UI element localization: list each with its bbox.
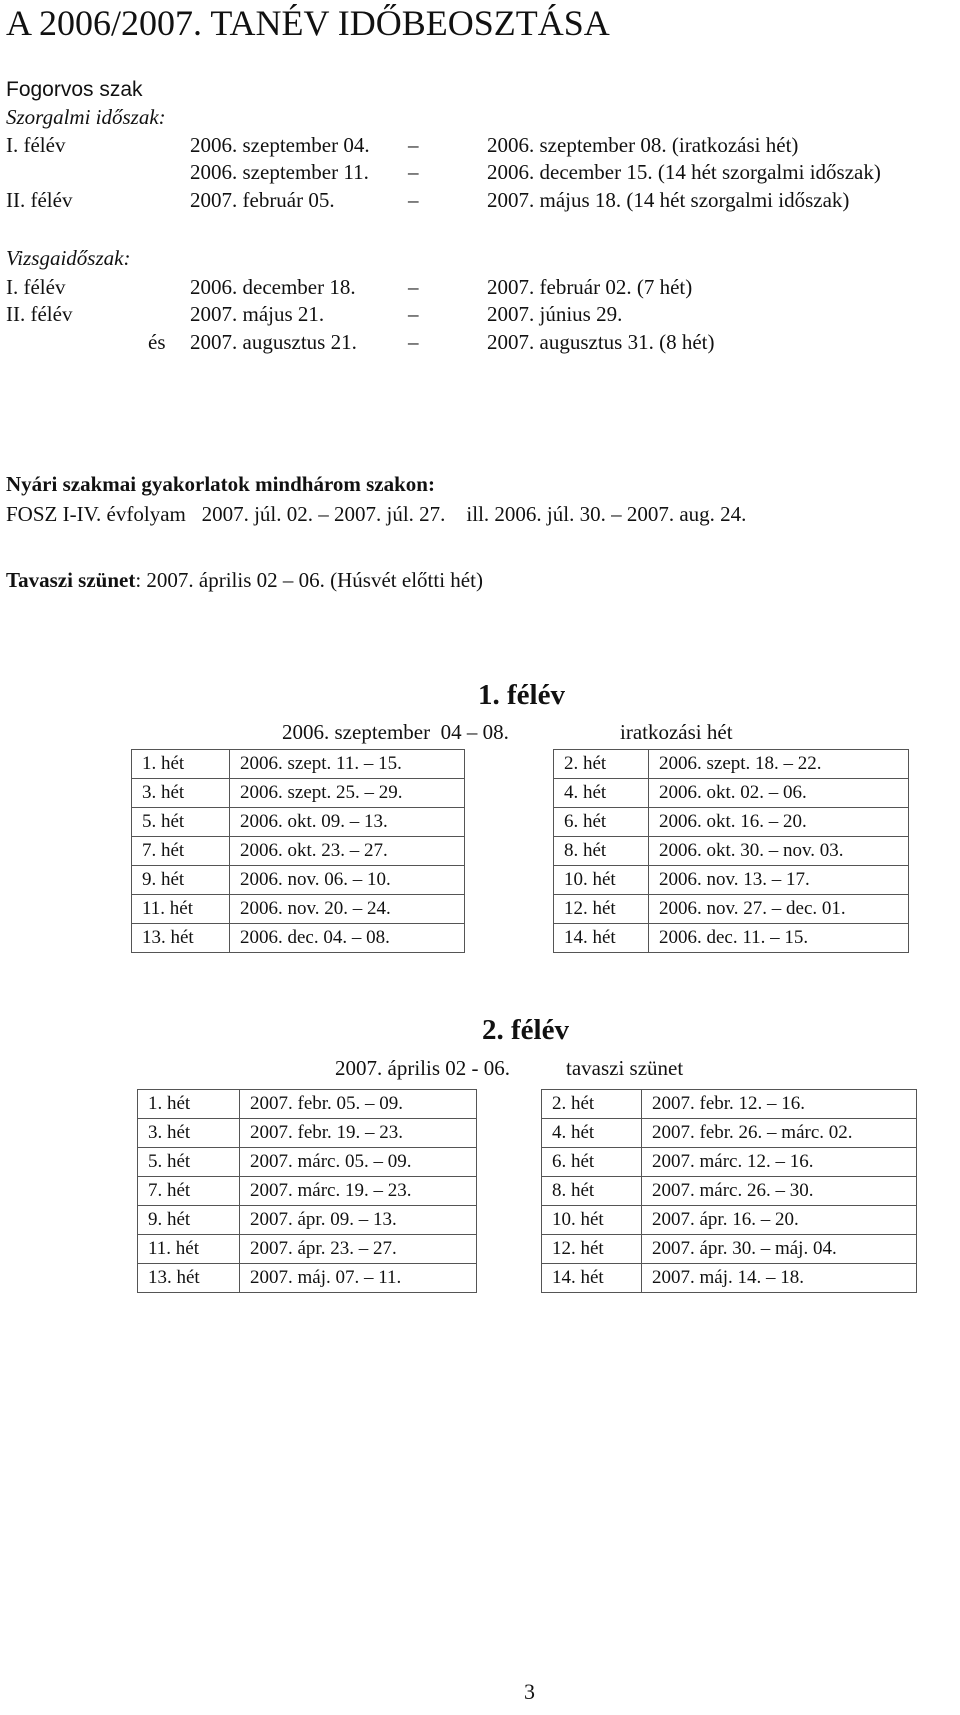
week-number-cell: 9. hét — [138, 1206, 240, 1235]
week-number-cell: 3. hét — [138, 1119, 240, 1148]
week-number-cell: 1. hét — [138, 1090, 240, 1119]
semester1-heading: 1. félév — [478, 679, 565, 711]
week-row — [132, 866, 465, 895]
week-dates-cell: 2006. okt. 23. – 27. — [230, 837, 465, 866]
week-number-cell: 14. hét — [554, 924, 649, 953]
week-number-cell: 4. hét — [554, 779, 649, 808]
study-row-start: 2007. február 05. — [190, 188, 335, 212]
page-number: 3 — [524, 1679, 535, 1704]
week-dates-cell: 2007. febr. 19. – 23. — [240, 1119, 477, 1148]
semester1-weeks-even-table — [553, 749, 909, 953]
study-row-dash: – — [408, 133, 419, 157]
study-row-start: 2006. szeptember 11. — [190, 160, 369, 184]
week-row — [138, 1177, 477, 1206]
exam-row-end: 2007. augusztus 31. (8 hét) — [487, 330, 715, 354]
spring-break-text: : 2007. április 02 – 06. (Húsvét előtti hét) — [135, 568, 483, 592]
week-number-cell: 8. hét — [554, 837, 649, 866]
week-number-cell: 2. hét — [542, 1090, 642, 1119]
week-number-cell: 13. hét — [132, 924, 230, 953]
week-row — [132, 924, 465, 953]
week-dates-cell: 2006. dec. 04. – 08. — [230, 924, 465, 953]
week-row — [132, 750, 465, 779]
summer-practice-line: FOSZ I-IV. évfolyam 2007. júl. 02. – 2007. júl. 27. ill. 2006. júl. 30. – 2007. aug. 24. — [6, 502, 747, 526]
week-number-cell: 4. hét — [542, 1119, 642, 1148]
week-dates-cell: 2006. nov. 27. – dec. 01. — [649, 895, 909, 924]
week-number-cell: 1. hét — [132, 750, 230, 779]
week-dates-cell: 2007. ápr. 09. – 13. — [240, 1206, 477, 1235]
week-number-cell: 5. hét — [132, 808, 230, 837]
week-dates-cell: 2007. febr. 26. – márc. 02. — [642, 1119, 917, 1148]
week-dates-cell: 2006. dec. 11. – 15. — [649, 924, 909, 953]
week-dates-cell: 2006. okt. 09. – 13. — [230, 808, 465, 837]
exam-row-end: 2007. június 29. — [487, 302, 623, 326]
week-row — [554, 779, 909, 808]
study-row-start: 2006. szeptember 04. — [190, 133, 370, 157]
week-dates-cell: 2007. márc. 26. – 30. — [642, 1177, 917, 1206]
week-dates-cell: 2007. ápr. 16. – 20. — [642, 1206, 917, 1235]
study-row-end: 2007. május 18. (14 hét szorgalmi időszak) — [487, 188, 850, 212]
exam-row-dash: – — [408, 275, 419, 299]
week-row — [138, 1235, 477, 1264]
week-dates-cell: 2007. márc. 12. – 16. — [642, 1148, 917, 1177]
week-dates-cell: 2006. szept. 11. – 15. — [230, 750, 465, 779]
week-number-cell: 6. hét — [554, 808, 649, 837]
week-number-cell: 3. hét — [132, 779, 230, 808]
week-number-cell: 14. hét — [542, 1264, 642, 1293]
study-row-dash: – — [408, 160, 419, 184]
week-row — [132, 808, 465, 837]
study-row-sem: II. félév — [6, 188, 73, 212]
week-number-cell: 7. hét — [138, 1177, 240, 1206]
week-dates-cell: 2006. nov. 20. – 24. — [230, 895, 465, 924]
week-row — [138, 1148, 477, 1177]
week-row — [554, 866, 909, 895]
week-row — [132, 895, 465, 924]
week-number-cell: 7. hét — [132, 837, 230, 866]
week-number-cell: 6. hét — [542, 1148, 642, 1177]
faculty-heading: Fogorvos szak — [6, 78, 143, 101]
semester2-weeks-even-table — [541, 1089, 917, 1293]
week-row — [554, 837, 909, 866]
spring-break-label: Tavaszi szünet — [6, 568, 136, 592]
week-dates-cell: 2006. nov. 13. – 17. — [649, 866, 909, 895]
week-dates-cell: 2006. szept. 18. – 22. — [649, 750, 909, 779]
spring-break-line — [6, 568, 483, 593]
exam-row-sem: I. félév — [6, 275, 66, 299]
week-row — [542, 1090, 917, 1119]
week-number-cell: 10. hét — [542, 1206, 642, 1235]
semester1-weeks-odd-table — [131, 749, 465, 953]
week-dates-cell: 2006. okt. 02. – 06. — [649, 779, 909, 808]
exam-row-sem: és — [148, 330, 166, 354]
week-row — [138, 1090, 477, 1119]
exam-row-end: 2007. február 02. (7 hét) — [487, 275, 693, 299]
week-dates-cell: 2007. márc. 05. – 09. — [240, 1148, 477, 1177]
week-row — [132, 779, 465, 808]
week-row — [554, 895, 909, 924]
week-row — [542, 1264, 917, 1293]
week-dates-cell: 2007. ápr. 23. – 27. — [240, 1235, 477, 1264]
week-dates-cell: 2007. márc. 19. – 23. — [240, 1177, 477, 1206]
exam-row-dash: – — [408, 302, 419, 326]
study-row-end: 2006. december 15. (14 hét szorgalmi időszak) — [487, 160, 881, 184]
week-row — [542, 1148, 917, 1177]
week-number-cell: 13. hét — [138, 1264, 240, 1293]
semester2-weeks-odd-table — [137, 1089, 477, 1293]
week-dates-cell: 2007. máj. 14. – 18. — [642, 1264, 917, 1293]
exam-row-start: 2006. december 18. — [190, 275, 356, 299]
page-title: A 2006/2007. TANÉV IDŐBEOSZTÁSA — [6, 3, 610, 43]
week-row — [542, 1235, 917, 1264]
semester2-break-date: 2007. április 02 - 06. — [335, 1056, 510, 1080]
week-dates-cell: 2007. febr. 12. – 16. — [642, 1090, 917, 1119]
week-number-cell: 12. hét — [554, 895, 649, 924]
week-row — [542, 1119, 917, 1148]
study-row-end: 2006. szeptember 08. (iratkozási hét) — [487, 133, 799, 157]
week-row — [138, 1206, 477, 1235]
week-row — [138, 1264, 477, 1293]
week-row — [132, 837, 465, 866]
week-row — [542, 1177, 917, 1206]
week-dates-cell: 2007. febr. 05. – 09. — [240, 1090, 477, 1119]
week-dates-cell: 2007. ápr. 30. – máj. 04. — [642, 1235, 917, 1264]
semester2-break-note: tavaszi szünet — [566, 1056, 684, 1080]
week-number-cell: 2. hét — [554, 750, 649, 779]
exam-row-start: 2007. augusztus 21. — [190, 330, 357, 354]
week-number-cell: 5. hét — [138, 1148, 240, 1177]
study-row-dash: – — [408, 188, 419, 212]
week-number-cell: 9. hét — [132, 866, 230, 895]
semester1-registration-date: 2006. szeptember 04 – 08. — [282, 720, 509, 744]
week-row — [554, 808, 909, 837]
week-row — [554, 924, 909, 953]
exam-row-start: 2007. május 21. — [190, 302, 325, 326]
exam-row-dash: – — [408, 330, 419, 354]
week-dates-cell: 2006. okt. 30. – nov. 03. — [649, 837, 909, 866]
study-period-label: Szorgalmi időszak: — [6, 105, 166, 129]
week-number-cell: 11. hét — [132, 895, 230, 924]
exam-row-sem: II. félév — [6, 302, 73, 326]
study-row-sem: I. félév — [6, 133, 66, 157]
summer-practice-heading: Nyári szakmai gyakorlatok mindhárom szakon: — [6, 472, 435, 496]
semester2-heading: 2. félév — [482, 1014, 569, 1046]
exam-period-label: Vizsgaidőszak: — [6, 246, 131, 270]
week-number-cell: 11. hét — [138, 1235, 240, 1264]
week-dates-cell: 2007. máj. 07. – 11. — [240, 1264, 477, 1293]
week-number-cell: 12. hét — [542, 1235, 642, 1264]
week-number-cell: 10. hét — [554, 866, 649, 895]
week-row — [542, 1206, 917, 1235]
week-dates-cell: 2006. okt. 16. – 20. — [649, 808, 909, 837]
week-dates-cell: 2006. szept. 25. – 29. — [230, 779, 465, 808]
week-number-cell: 8. hét — [542, 1177, 642, 1206]
week-row — [554, 750, 909, 779]
semester1-registration-note: iratkozási hét — [620, 720, 733, 744]
week-dates-cell: 2006. nov. 06. – 10. — [230, 866, 465, 895]
week-row — [138, 1119, 477, 1148]
